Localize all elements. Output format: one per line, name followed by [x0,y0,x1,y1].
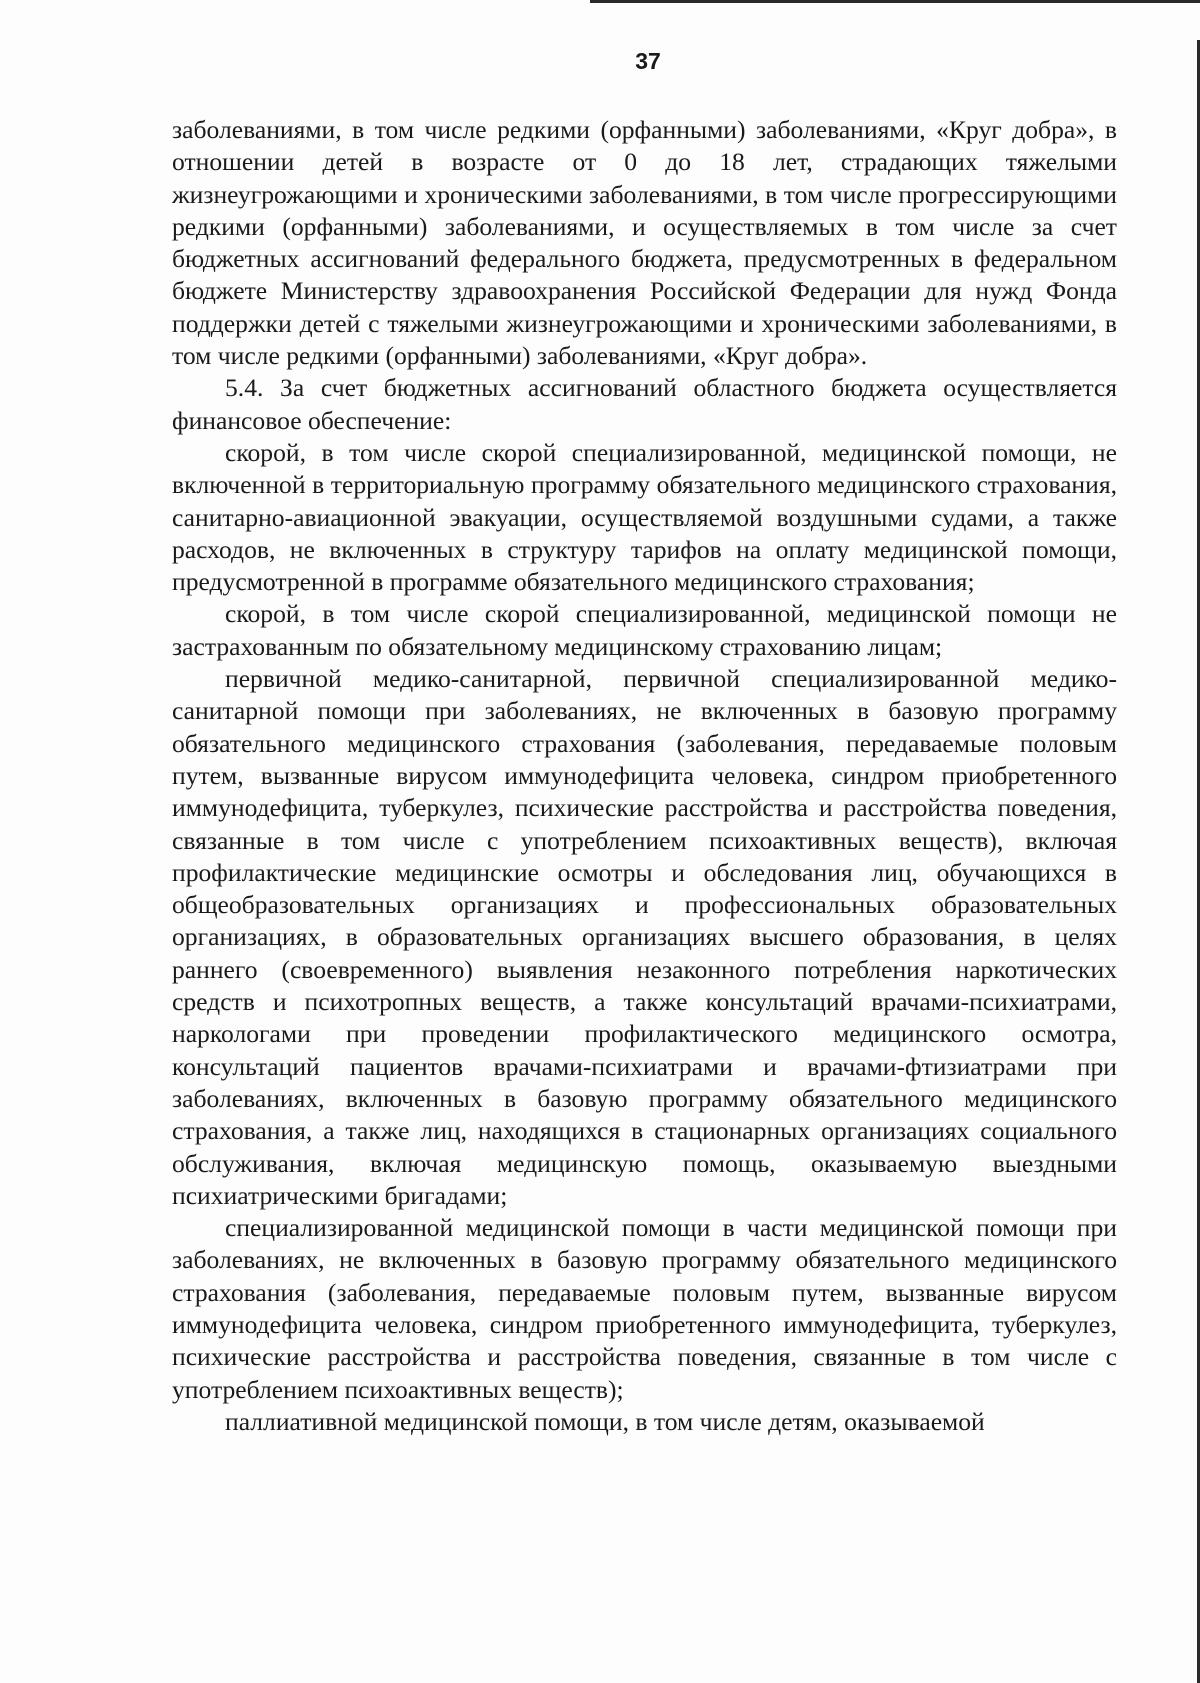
paragraph-emergency-care-uninsured: скорой, в том числе скорой специализированной, медицинской помощи не застрахованным по обязательному медицинскому страхованию лицам; [172,599,1117,661]
page-number: 37 [635,48,661,74]
paragraph-section-5-4: 5.4. За счет бюджетных ассигнований областного бюджета осуществляется финансовое обеспечение: [172,373,1117,435]
paragraph-primary-care: первичной медико-санитарной, первичной специализированной медико-санитарной помощи при заболеваниях, не включенных в базовую программу обязательного медицинского страхования (заболевания, передаваемые половым путем, вызванные вирусом иммунодефицита человека, синдром приобретенного иммунодефицита, туберкулез, психические расстройства и расстройства поведения, связанные в том числе с употреблением психоактивных веществ), включая профилактические медицинские осмотры и обследования лиц, обучающихся в общеобразовательных организациях и профессиональных образовательных организациях, в образовательных организациях высшего образования, в целях раннего (своевременного) выявления незаконного потребления наркотических средств и психотропных веществ, а также консультаций врачами-психиатрами, наркологами при проведении профилактического медицинского осмотра, консультаций пациентов врачами-психиатрами и врачами-фтизиатрами при заболеваниях, включенных в базовую программу обязательного медицинского страхования, а также лиц, находящихся в стационарных организациях социального обслуживания, включая медицинскую помощь, оказываемую выездными психиатрическими бригадами; [172,664,1117,1210]
document-body [172,114,1117,1438]
scan-edge-top [590,0,1200,3]
paragraph-continuation: заболеваниями, в том числе редкими (орфанными) заболеваниями, «Круг добра», в отношении детей в возрасте от 0 до 18 лет, страдающих тяжелыми жизнеугрожающими и хроническими заболеваниями, в том числе прогрессирующими редкими (орфанными) заболеваниями, и осуществляемых в том числе за счет бюджетных ассигнований федерального бюджета, предусмотренных в федеральном бюджете Министерству здравоохранения Российской Федерации для нужд Фонда поддержки детей с тяжелыми жизнеугрожающими и хроническими заболеваниями, в том числе редкими (орфанными) заболеваниями, «Круг добра». [172,115,1117,371]
paragraph-palliative-care: паллиативной медицинской помощи, в том числе детям, оказываемой [225,1406,985,1436]
paragraph-specialized-care: специализированной медицинской помощи в части медицинской помощи при заболеваниях, не включенных в базовую программу обязательного медицинского страхования (заболевания, передаваемые половым путем, вызванные вирусом иммунодефицита человека, синдром приобретенного иммунодефицита, туберкулез, психические расстройства и расстройства поведения, связанные в том числе с употреблением психоактивных веществ); [172,1213,1117,1404]
paragraph-emergency-care-not-in-program: скорой, в том числе скорой специализированной, медицинской помощи, не включенной в территориальную программу обязательного медицинского страхования, санитарно-авиационной эвакуации, осуществляемой воздушными судами, а также расходов, не включенных в структуру тарифов на оплату медицинской помощи, предусмотренной в программе обязательного медицинского страхования; [172,437,1117,597]
